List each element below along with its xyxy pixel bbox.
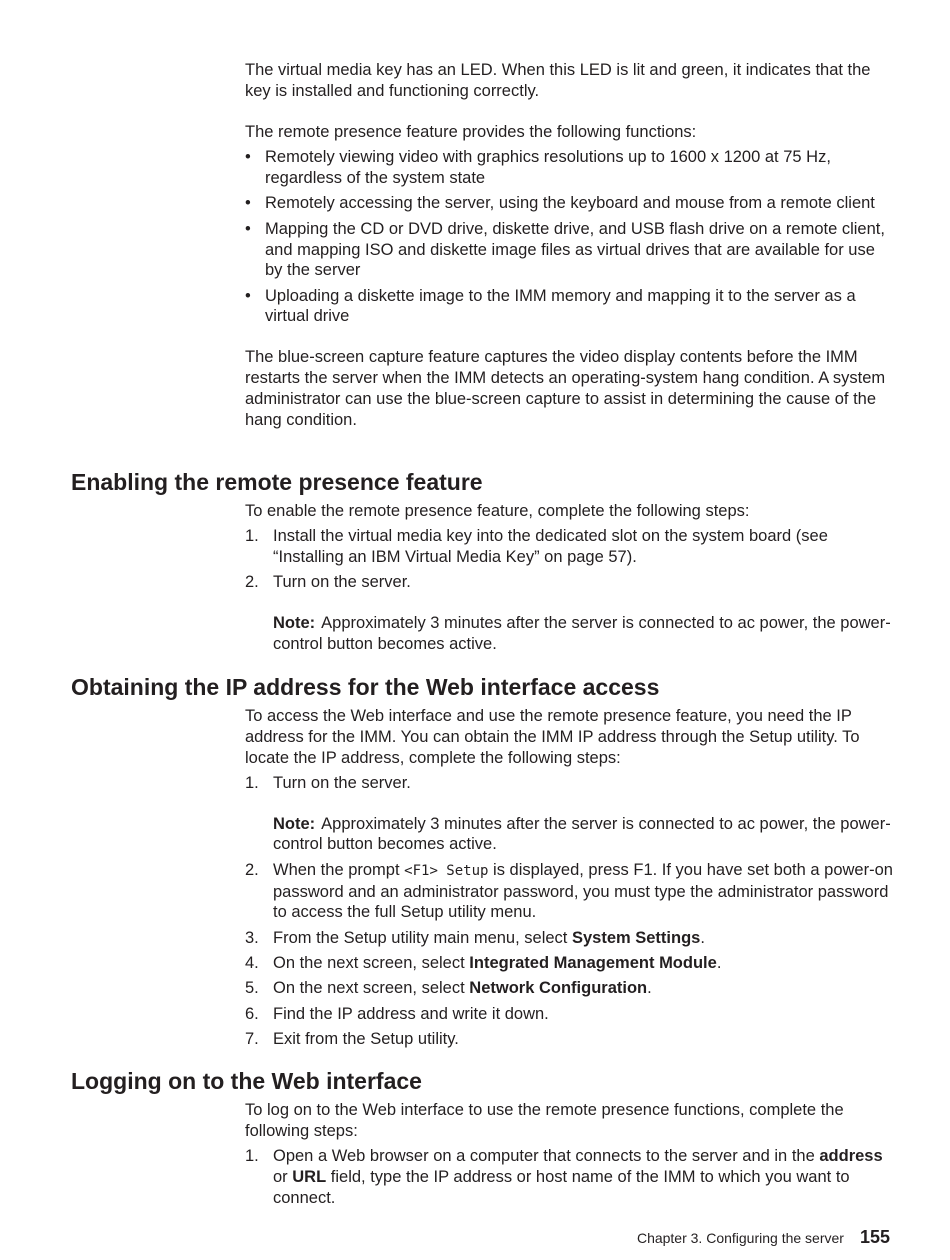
note (273, 814, 895, 856)
step-item (245, 1029, 895, 1050)
address-field-term: address (819, 1147, 883, 1166)
intro-paragraph-blue-screen: The blue-screen capture feature captures the video display contents before the IMM restarts the server when the IMM detects an operating-system hang condition. A system administrator can use the blue-screen capture to assist in determining the cause of the hang condition. (245, 348, 886, 429)
intro-paragraph-led: The virtual media key has an LED. When this LED is lit and green, it indicates that the key is installed and functioning correctly. (245, 61, 871, 100)
menu-system-settings: System Settings (571, 928, 701, 947)
steps-list (245, 773, 895, 1050)
step-text: Install the virtual media key into the dedicated slot on the system board (see “Installing an IBM Virtual Media Key” on page 57). (273, 527, 828, 567)
section-logging-on-body (245, 1100, 895, 1208)
section-lead: To log on to the Web interface to use the remote presence functions, complete the following steps: (245, 1101, 844, 1140)
step-number: 3. (245, 928, 259, 947)
bullet-item: • Mapping the CD or DVD drive, diskette drive, and USB flash drive on a remote client, and mapping ISO and diskette image files as virtual drives that are available for use by the server (245, 219, 895, 281)
step-text: or (273, 1167, 288, 1186)
step-number: 6. (245, 1004, 259, 1023)
steps-list (245, 526, 895, 654)
step-item (245, 773, 895, 855)
step-item (245, 1004, 895, 1025)
note-text: Approximately 3 minutes after the server is connected to ac power, the power-control button becomes active. (273, 614, 891, 653)
step-item (245, 978, 895, 999)
step-number: 1. (245, 773, 259, 792)
step-item (245, 928, 895, 949)
functions-bullet-list (245, 147, 895, 327)
step-text: Turn on the server. (273, 573, 411, 592)
bullet-item: • Uploading a diskette image to the IMM memory and mapping it to the server as a virtual drive (245, 286, 895, 328)
step-number: 1. (245, 1147, 259, 1166)
step-text: Exit from the Setup utility. (273, 1029, 459, 1048)
period: . (700, 928, 705, 947)
section-heading-enabling: Enabling the remote presence feature (71, 469, 483, 495)
period: . (716, 953, 722, 972)
step-item (245, 1146, 895, 1208)
step-text: is displayed, press F1. If you have set both a power-on password and an administrator password, you must type the administrator password to access the full Setup utility menu. (273, 860, 893, 922)
step-text: On the next screen, select (273, 979, 465, 998)
note-label: Note: (273, 614, 316, 633)
step-number: 2. (245, 573, 259, 592)
section-lead: To enable the remote presence feature, complete the following steps: (245, 502, 750, 520)
step-number: 5. (245, 979, 259, 998)
step-text: Open a Web browser on a computer that connects to the server and in the (273, 1147, 815, 1166)
intro-paragraph-functions: The remote presence feature provides the following functions: (245, 122, 697, 141)
page-number: 155 (859, 1227, 890, 1247)
step-text: field, type the IP address or host name of the IMM to which you want to connect. (273, 1167, 850, 1207)
menu-network-configuration: Network Configuration (469, 979, 648, 998)
step-item (245, 953, 895, 974)
code-f1-setup: <F1> Setup (404, 862, 489, 879)
intro-section (245, 60, 895, 430)
step-text: From the Setup utility main menu, select (273, 928, 568, 947)
step-number: 2. (245, 860, 259, 879)
step-text: On the next screen, select (273, 953, 465, 972)
step-item (245, 572, 895, 654)
note-text: Approximately 3 minutes after the server is connected to ac power, the power-control button becomes active. (273, 814, 891, 854)
bullet-item: • Remotely accessing the server, using the keyboard and mouse from a remote client (245, 193, 895, 214)
steps-list (245, 1146, 895, 1208)
footer-chapter-title: Chapter 3. Configuring the server (636, 1230, 844, 1246)
step-item (245, 526, 895, 568)
bullet-item: • Remotely viewing video with graphics resolutions up to 1600 x 1200 at 75 Hz, regardless of the system state (245, 147, 895, 189)
step-text: Find the IP address and write it down. (273, 1004, 549, 1023)
step-text: Turn on the server. (273, 773, 411, 792)
section-obtaining-ip-body (245, 706, 895, 1050)
step-number: 4. (245, 953, 259, 972)
step-number: 1. (245, 527, 259, 546)
page-footer (637, 1226, 890, 1249)
step-item (245, 860, 895, 923)
section-heading-obtaining-ip: Obtaining the IP address for the Web interface access (71, 674, 660, 700)
section-lead: To access the Web interface and use the remote presence feature, you need the IP address for the IMM. You can obtain the IMM IP address through the Setup utility. To locate the IP address, complete the following steps: (245, 707, 860, 767)
step-number: 7. (245, 1029, 259, 1048)
section-heading-logging-on: Logging on to the Web interface (71, 1068, 422, 1094)
url-field-term: URL (292, 1167, 327, 1186)
note (273, 613, 895, 655)
period: . (647, 979, 652, 998)
section-enabling-body (245, 501, 895, 655)
menu-integrated-management-module: Integrated Management Module (469, 953, 717, 972)
note-label: Note: (273, 814, 316, 833)
step-text: When the prompt (273, 860, 400, 879)
